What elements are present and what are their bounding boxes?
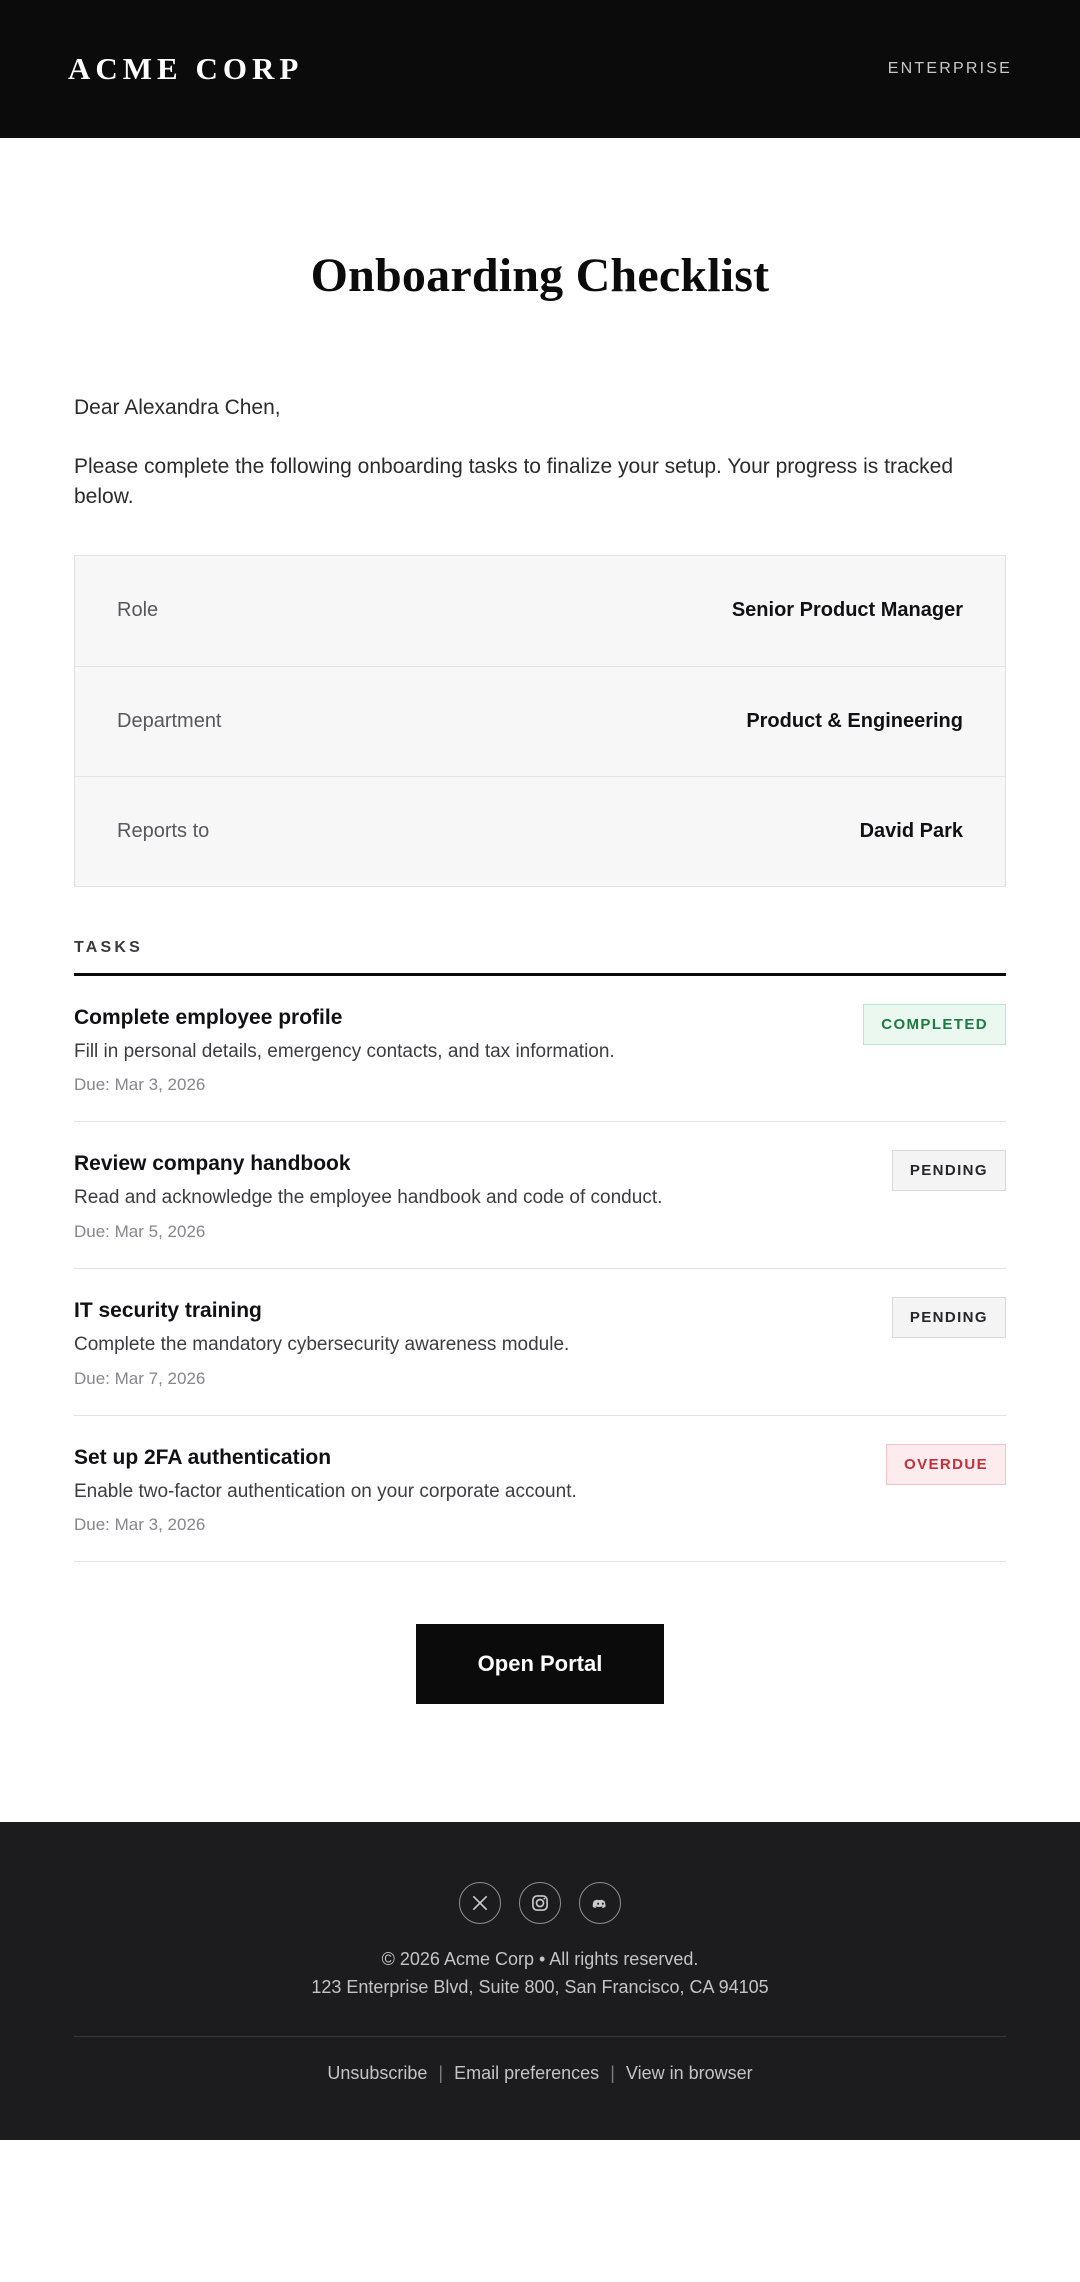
footer-divider <box>74 2036 1006 2037</box>
task-item <box>74 1416 1006 1563</box>
page-title: Onboarding Checklist <box>310 249 770 302</box>
footer-links <box>74 2063 1006 2084</box>
email-footer <box>0 1822 1080 2140</box>
task-due-date: Due: Mar 3, 2026 <box>74 1515 206 1535</box>
task-due-date: Due: Mar 5, 2026 <box>74 1222 206 1242</box>
discord-icon[interactable] <box>579 1882 621 1924</box>
email-header <box>0 0 1080 138</box>
detail-row-role <box>75 556 1005 666</box>
status-badge: OVERDUE <box>886 1444 1006 1485</box>
task-title: Complete employee profile <box>74 1005 343 1029</box>
task-title: Set up 2FA authentication <box>74 1445 332 1469</box>
task-description: Read and acknowledge the employee handbook and code of conduct. <box>74 1187 663 1209</box>
greeting-text: Dear Alexandra Chen, <box>74 396 281 419</box>
task-item <box>74 976 1006 1123</box>
social-links <box>74 1882 1006 1924</box>
unsubscribe-link[interactable]: Unsubscribe <box>327 2063 428 2084</box>
link-separator: | <box>438 2063 444 2084</box>
detail-value: David Park <box>859 819 963 842</box>
task-item <box>74 1269 1006 1416</box>
task-description: Complete the mandatory cybersecurity awareness module. <box>74 1334 570 1356</box>
task-title: Review company handbook <box>74 1152 351 1176</box>
detail-row-reports-to <box>75 776 1005 886</box>
brand-logo: ACME CORP <box>68 51 304 86</box>
detail-row-department <box>75 666 1005 776</box>
task-description: Fill in personal details, emergency contacts, and tax information. <box>74 1040 615 1062</box>
footer-address: 123 Enterprise Blvd, Suite 800, San Francisco, CA 94105 <box>311 1977 769 1998</box>
task-description: Enable two-factor authentication on your corporate account. <box>74 1480 577 1502</box>
link-separator: | <box>610 2063 615 2084</box>
cta-container <box>74 1624 1006 1822</box>
instagram-icon[interactable] <box>519 1882 561 1924</box>
detail-value: Senior Product Manager <box>731 599 963 622</box>
email-body <box>0 138 1080 1822</box>
tasks-section-label: TASKS <box>74 938 144 956</box>
status-badge: PENDING <box>892 1150 1006 1191</box>
task-due-date: Due: Mar 7, 2026 <box>74 1368 206 1388</box>
footer-copyright: © 2026 Acme Corp • All rights reserved. <box>381 1949 699 1970</box>
x-icon[interactable] <box>459 1882 501 1924</box>
details-panel <box>74 555 1006 887</box>
status-badge: PENDING <box>892 1297 1006 1338</box>
task-title: IT security training <box>74 1299 262 1323</box>
open-portal-button[interactable]: Open Portal <box>416 1624 665 1704</box>
view-in-browser-link[interactable]: View in browser <box>625 2063 753 2084</box>
detail-value: Product & Engineering <box>746 709 963 732</box>
task-item <box>74 1122 1006 1269</box>
task-due-date: Due: Mar 3, 2026 <box>74 1075 206 1095</box>
detail-label: Reports to <box>117 819 210 842</box>
detail-label: Department <box>117 709 222 732</box>
detail-label: Role <box>117 599 159 622</box>
email-preferences-link[interactable]: Email preferences <box>454 2063 600 2084</box>
header-plan-tag: ENTERPRISE <box>887 60 1012 77</box>
intro-paragraph: Please complete the following onboarding tasks to finalize your setup. Your progress is tracked below. <box>74 455 954 509</box>
status-badge: COMPLETED <box>863 1004 1006 1045</box>
